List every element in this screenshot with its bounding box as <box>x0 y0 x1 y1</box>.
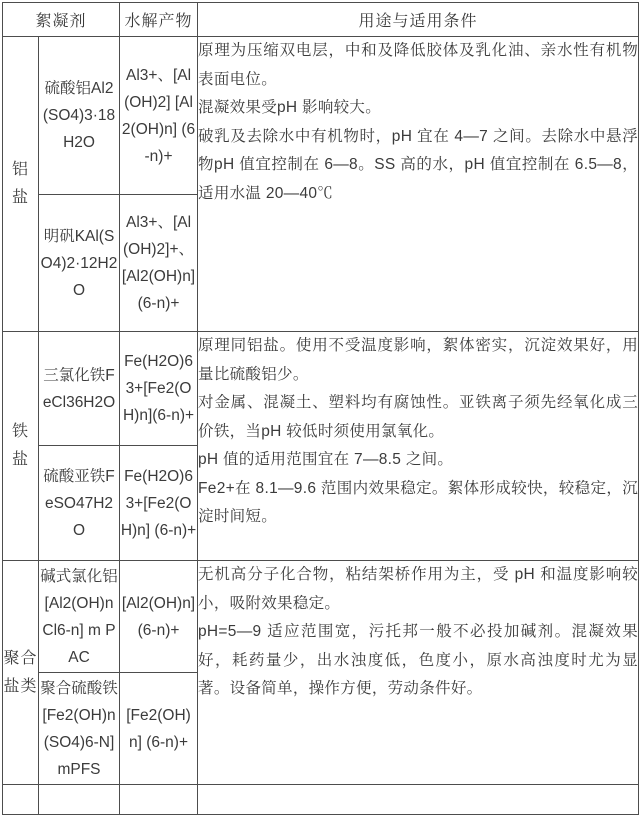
category-iron-salts: 铁 盐 <box>3 332 39 561</box>
hydrolysis-pfs: [Fe2(OH)n] (6-n)+ <box>120 673 198 785</box>
header-flocculant: 絮凝剂 <box>3 3 120 37</box>
flocculant-pfs: 聚合硫酸铁[Fe2(OH)n(SO4)6-N] mPFS <box>39 673 120 785</box>
flocculant-pac: 碱式氯化铝[Al2(OH)n Cl6-n] m PAC <box>39 561 120 673</box>
partial-row <box>3 785 639 815</box>
usage-aluminum-salts: 原理为压缩双电层，中和及降低胶体及乳化油、亲水性有机物表面电位。 混凝效果受pH 影响较大。 破乳及去除水中有机物时，pH 宜在 4—7 之间。去除水中悬浮物pH 值宜控制在 6—8。SS 高的水，pH 值宜控制在 6.5—8，适用水温 20—40℃ <box>198 37 639 332</box>
table-row <box>3 332 639 446</box>
category-aluminum-salts: 铝 盐 <box>3 37 39 332</box>
table-row <box>3 37 639 195</box>
hydrolysis-ferrous-sulfate: Fe(H2O)63+[Fe2(OH)n] (6-n)+ <box>120 446 198 561</box>
category-polymer-salts: 聚合 盐类 <box>3 561 39 785</box>
hydrolysis-aluminum-sulfate: Al3+、[Al(OH)2] [Al2(OH)n] (6-n)+ <box>120 37 198 195</box>
partial-row-cell <box>39 785 120 815</box>
hydrolysis-alum: Al3+、[Al(OH)2]+、[Al2(OH)n] (6-n)+ <box>120 195 198 332</box>
flocculant-alum: 明矾KAl(SO4)2·12H2O <box>39 195 120 332</box>
flocculant-ferrous-sulfate: 硫酸亚铁FeSO47H2O <box>39 446 120 561</box>
coagulant-table <box>2 2 639 815</box>
usage-polymer-salts: 无机高分子化合物，粘结架桥作用为主，受 pH 和温度影响较小，吸附效果稳定。 pH=5—9 适应范围宽，污托邦一般不必投加碱剂。混凝效果好，耗药量少，出水浊度低，色度小，原水高浊度时尤为显著。设备简单，操作方便，劳动条件好。 <box>198 561 639 785</box>
table-row <box>3 561 639 673</box>
flocculant-aluminum-sulfate: 硫酸铝Al2(SO4)3·18H2O <box>39 37 120 195</box>
hydrolysis-ferric-chloride: Fe(H2O)63+[Fe2(OH)n](6-n)+ <box>120 332 198 446</box>
partial-row-cell <box>3 785 39 815</box>
table-header-row <box>3 3 639 37</box>
flocculant-ferric-chloride: 三氯化铁FeCl36H2O <box>39 332 120 446</box>
hydrolysis-pac: [Al2(OH)n] (6-n)+ <box>120 561 198 673</box>
partial-row-cell <box>198 785 639 815</box>
header-usage: 用途与适用条件 <box>198 3 639 37</box>
header-hydrolysis: 水解产物 <box>120 3 198 37</box>
partial-row-cell <box>120 785 198 815</box>
usage-iron-salts: 原理同铝盐。使用不受温度影响，絮体密实，沉淀效果好，用量比硫酸铝少。 对金属、混凝土、塑料均有腐蚀性。亚铁离子须先经氧化成三价铁，当pH 较低时须使用氯氧化。 pH 值的适用范围宜在 7—8.5 之间。 Fe2+在 8.1—9.6 范围内效果稳定。絮体形成较快，较稳定，沉淀时间短。 <box>198 332 639 561</box>
